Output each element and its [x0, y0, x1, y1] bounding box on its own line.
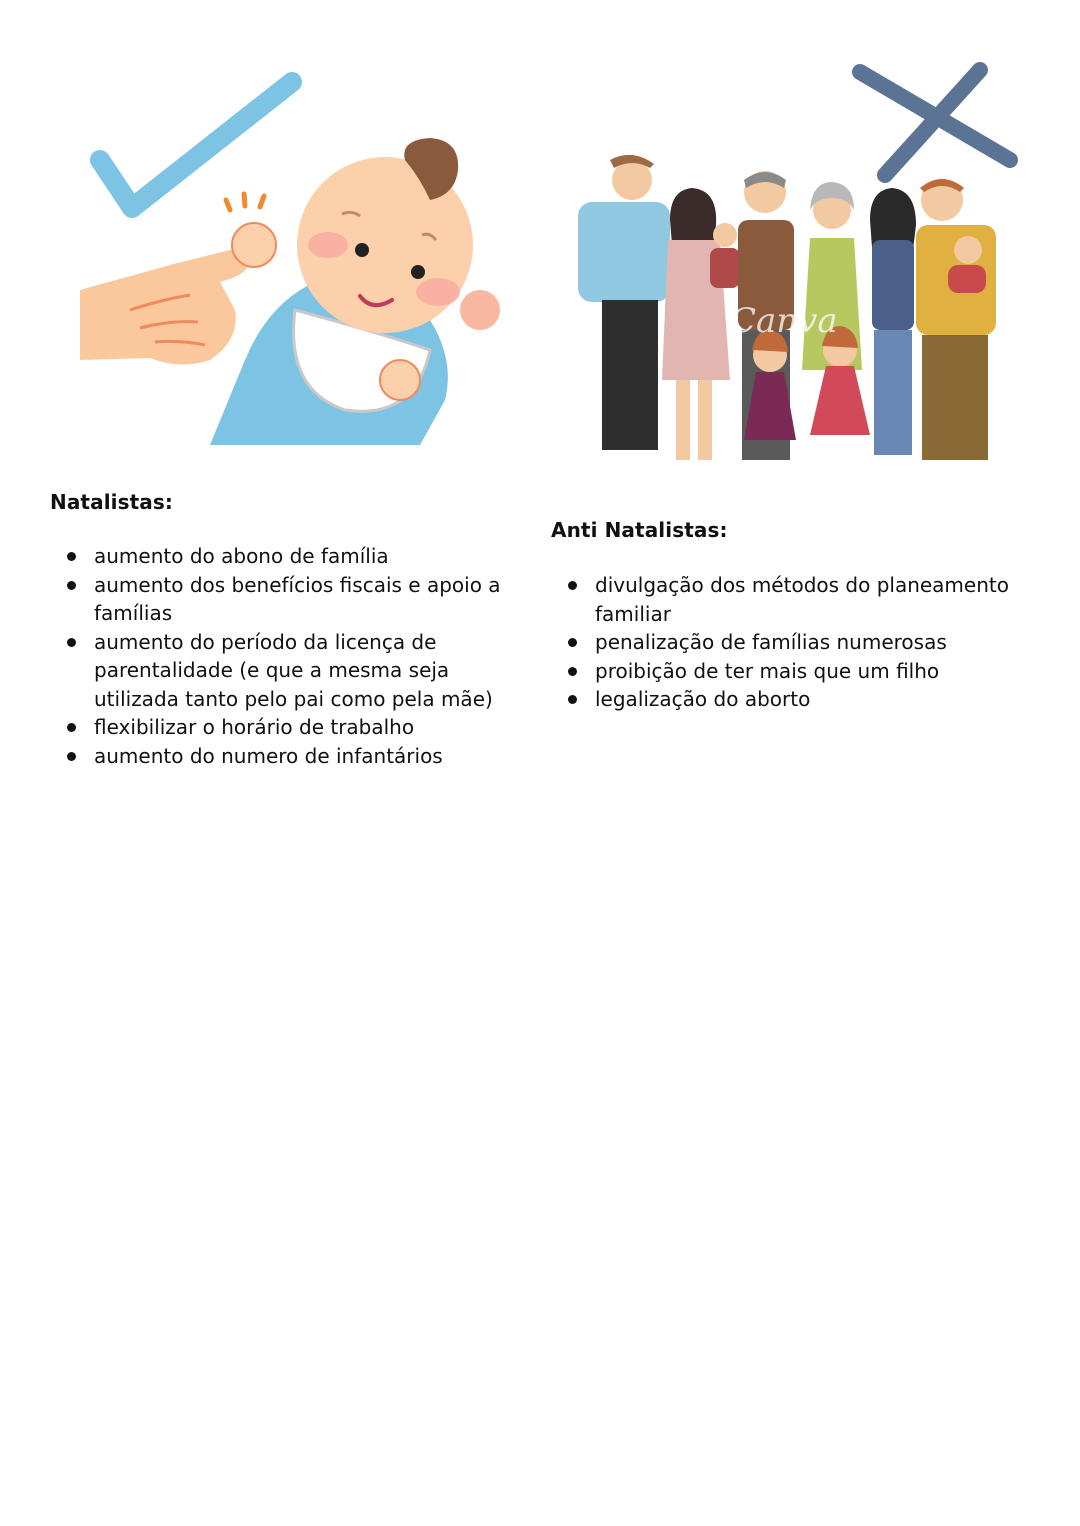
natalistas-heading: Natalistas: [50, 490, 173, 514]
list-item: flexibilizar o horário de trabalho [50, 713, 530, 742]
family-illustration [570, 60, 1030, 480]
list-item: aumento do abono de família [50, 542, 530, 571]
baby-illustration [70, 60, 510, 460]
natalistas-list [50, 542, 530, 770]
anti-natalistas-list [551, 571, 1021, 714]
list-item: proibição de ter mais que um filho [551, 657, 1021, 686]
list-item: aumento dos benefícios fiscais e apoio a famílias [50, 571, 530, 628]
list-item: penalização de famílias numerosas [551, 628, 1021, 657]
list-item: legalização do aborto [551, 685, 1021, 714]
list-item: divulgação dos métodos do planeamento familiar [551, 571, 1021, 628]
anti-natalistas-heading: Anti Natalistas: [551, 518, 728, 542]
canva-watermark: Canva [730, 301, 838, 341]
list-item: aumento do período da licença de parentalidade (e que a mesma seja utilizada tanto pelo pai como pela mãe) [50, 628, 530, 714]
cross-icon [860, 70, 1010, 175]
checkmark-icon [100, 82, 292, 208]
list-item: aumento do numero de infantários [50, 742, 530, 771]
